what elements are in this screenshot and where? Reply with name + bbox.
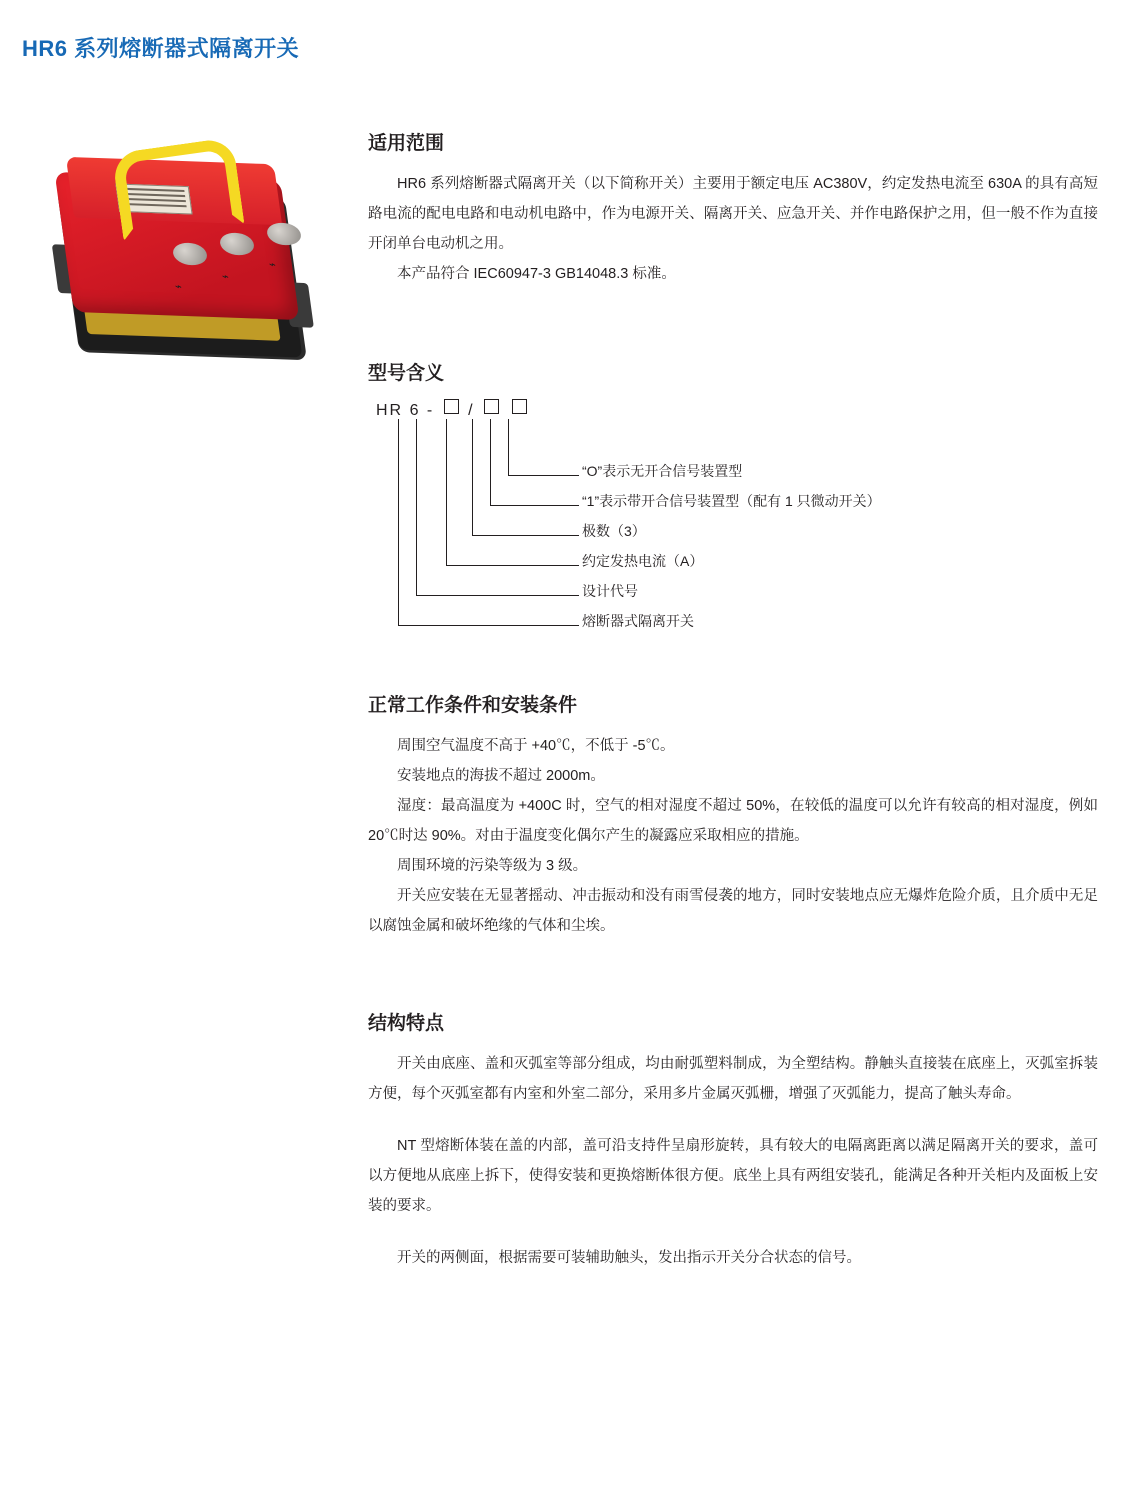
section-scope: [368, 128, 1098, 289]
section-paragraph: 周围环境的污染等级为 3 级。: [397, 858, 588, 874]
code-slash: /: [468, 402, 475, 419]
legend-label-5: 设计代号: [582, 583, 638, 599]
model-code-string: [376, 399, 530, 420]
model-code-diagram: [368, 399, 1098, 629]
legend-label-2: “1”表示带开合信号装置型（配有 1 只微动开关）: [582, 493, 881, 509]
section-heading: 适用范围: [368, 133, 445, 154]
section-paragraph: 周围空气温度不高于 +40℃，不低于 -5℃。: [397, 738, 675, 754]
section-paragraph: 开关的两侧面，根据需要可装辅助触头，发出指示开关分合状态的信号。: [397, 1250, 861, 1266]
code-series: 6: [409, 402, 421, 419]
code-dash: -: [426, 402, 435, 419]
section-paragraph: 本产品符合 IEC60947-3 GB14048.3 标准。: [397, 266, 676, 282]
section-heading: 正常工作条件和安装条件: [368, 695, 578, 716]
section-paragraph: 开关应安装在无显著摇动、冲击振动和没有雨雪侵袭的地方，同时安装地点应无爆炸危险介质，且介质中无足以腐蚀金属和破坏绝缘的气体和尘埃。: [368, 888, 1098, 934]
section-paragraph: NT 型熔断体装在盖的内部，盖可沿支持件呈扇形旋转，具有较大的电隔离距离以满足隔离开关的要求，盖可以方便地从底座上拆下，使得安装和更换熔断体很方便。底坐上具有两组安装孔，能满足各种开关柜内及面板上安装的要求。: [368, 1138, 1098, 1214]
product-symbol-icon: ⌁: [174, 281, 183, 293]
legend-label-4: 约定发热电流（A）: [582, 553, 704, 569]
product-handle: [111, 137, 244, 241]
code-box-3: [512, 399, 527, 414]
product-image: [55, 125, 345, 415]
product-symbol-icon: ⌁: [268, 259, 277, 271]
legend-label-1: “O”表示无开合信号装置型: [582, 463, 743, 479]
section-paragraph: HR6 系列熔断器式隔离开关（以下简称开关）主要用于额定电压 AC380V，约定发热电流至 630A 的具有高短路电流的配电电路和电动机电路中，作为电源开关、隔离开关、应急开关、并作电路保护之用，但一般不作为直接开闭单台电动机之用。: [368, 176, 1098, 252]
page-title: HR6 系列熔断器式隔离开关: [22, 36, 300, 61]
section-heading: 结构特点: [368, 1013, 445, 1034]
code-box-1: [444, 399, 459, 414]
section-paragraph: 开关由底座、盖和灭弧室等部分组成，均由耐弧塑料制成，为全塑结构。静触头直接装在底座上，灭弧室拆装方便，每个灭弧室都有内室和外室二部分，采用多片金属灭弧栅，增强了灭弧能力，提高了触头寿命。: [368, 1056, 1098, 1102]
section-paragraph: 湿度：最高温度为 +400C 时，空气的相对湿度不超过 50%，在较低的温度可以允许有较高的相对湿度，例如 20℃时达 90%。对由于温度变化偶尔产生的凝露应采取相应的措施。: [368, 798, 1098, 844]
code-box-2: [484, 399, 499, 414]
product-symbol-icon: ⌁: [221, 271, 230, 283]
section-structure-features: [368, 1008, 1098, 1273]
code-prefix: HR: [376, 402, 404, 419]
legend-label-6: 熔断器式隔离开关: [582, 613, 694, 629]
section-paragraph: 安装地点的海拔不超过 2000m。: [397, 768, 605, 784]
section-heading: 型号含义: [368, 363, 445, 384]
section-model-designation: [368, 358, 1098, 629]
legend-label-3: 极数（3）: [582, 523, 646, 539]
leader-line-6: [398, 419, 579, 626]
section-operating-conditions: [368, 690, 1098, 941]
